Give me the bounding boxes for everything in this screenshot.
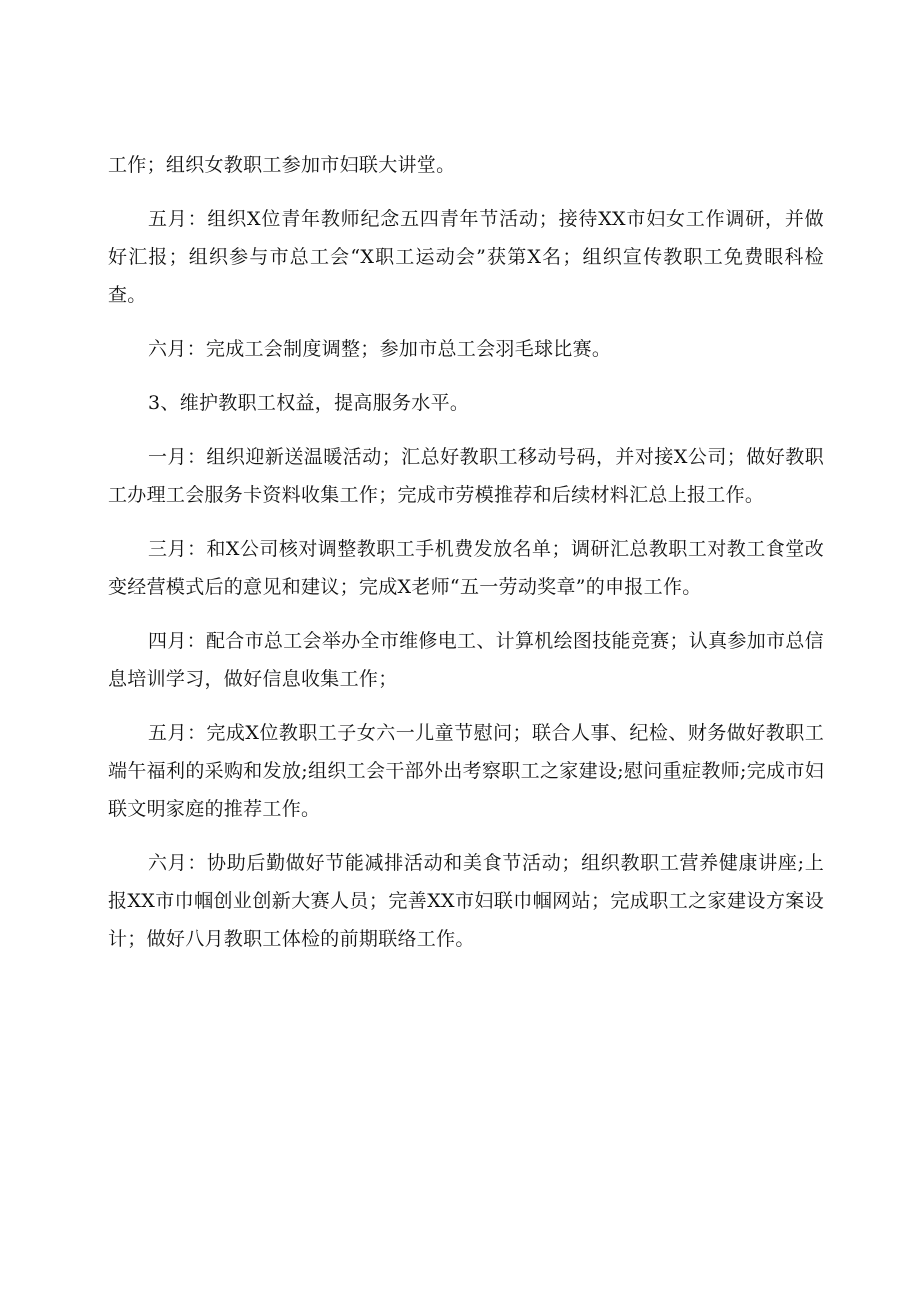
paragraph-june-rights: 六月：协助后勤做好节能减排活动和美食节活动；组织教职工营养健康讲座;上报XX市巾帼创业创新大赛人员；完善XX市妇联巾帼网站；完成职工之家建设方案设计；做好八月教职工体检的前期联络工作。 xyxy=(108,852,824,950)
paragraph-april-rights: 四月：配合市总工会举办全市维修电工、计算机绘图技能竞赛；认真参加市总信息培训学习，做好信息收集工作； xyxy=(108,630,824,690)
paragraph-may-activities: 五月：组织X位青年教师纪念五四青年节活动；接待XX市妇女工作调研，并做好汇报；组织参与市总工会“X职工运动会”获第X名；组织宣传教职工免费眼科检查。 xyxy=(108,208,824,306)
paragraph-january-rights: 一月：组织迎新送温暖活动；汇总好教职工移动号码，并对接X公司；做好教职工办理工会服务卡资料收集工作；完成市劳模推荐和后续材料汇总上报工作。 xyxy=(108,446,824,506)
paragraph-march-rights: 三月：和X公司核对调整教职工手机费发放名单；调研汇总教职工对教工食堂改变经营模式后的意见和建议；完成X老师“五一劳动奖章”的申报工作。 xyxy=(108,538,824,598)
paragraph-continuation: 工作；组织女教职工参加市妇联大讲堂。 xyxy=(108,154,456,176)
document-body xyxy=(108,146,824,974)
section-heading-rights: 3、维护教职工权益，提高服务水平。 xyxy=(148,392,470,414)
paragraph-may-rights: 五月：完成X位教职工子女六一儿童节慰问；联合人事、纪检、财务做好教职工端午福利的采购和发放;组织工会干部外出考察职工之家建设;慰问重症教师;完成市妇联文明家庭的推荐工作。 xyxy=(108,722,824,820)
paragraph-june-activities: 六月：完成工会制度调整；参加市总工会羽毛球比赛。 xyxy=(148,338,612,360)
